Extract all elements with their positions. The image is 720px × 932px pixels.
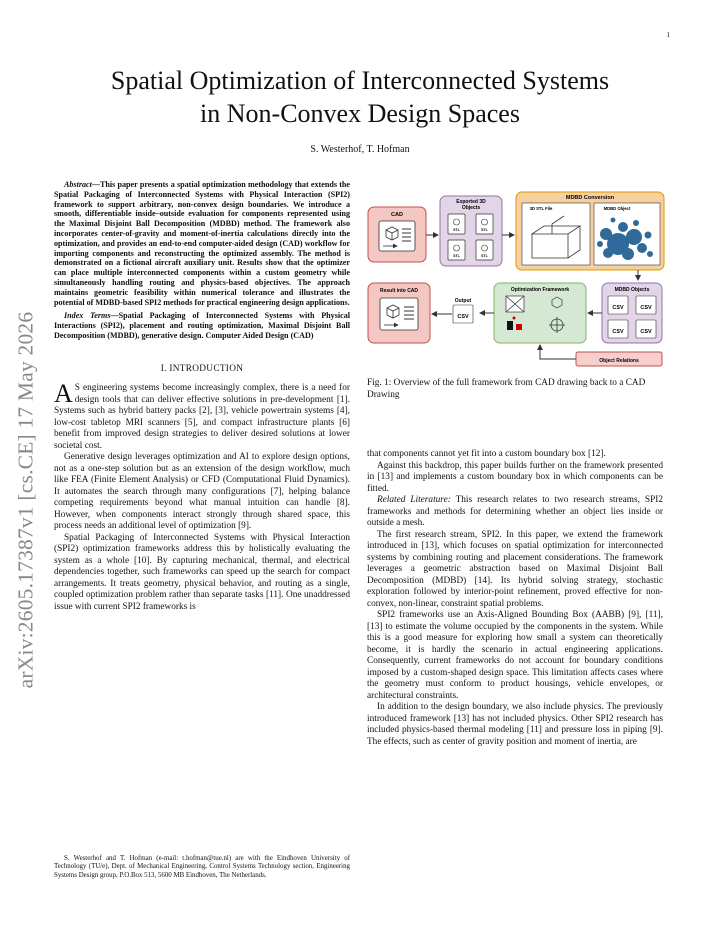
drop-cap: A: [54, 379, 73, 409]
result-cad-label: Result into CAD: [379, 288, 419, 294]
title-line-2: in Non-Convex Design Spaces: [200, 99, 520, 128]
right-paragraph-6: In addition to the design boundary, we also include physics. The previously introduced framework [13] has not included physics. Other SPI2 research has included physics-based thermal modeling [11] and pressure loss in piping [9]. The effects, such as center of gravity position and moment of inertia, are: [367, 702, 663, 747]
arxiv-stamp-text: arXiv:2605.17387v1 [cs.CE] 17 May 2026: [13, 311, 38, 689]
csv-icon-3: CSV: [612, 329, 624, 335]
cad-label: CAD: [391, 212, 403, 218]
right-column: [367, 449, 663, 748]
right-paragraph-2: Against this backdrop, this paper builds further on the framework presented in [13] and implements a custom boundary box in which components can be fitted.: [367, 460, 663, 494]
right-paragraph-3: [367, 495, 663, 530]
mdbd-object-label: MDBD Object: [603, 206, 631, 211]
mdbd-objects-box: [602, 283, 662, 343]
authors: S. Westerhof, T. Hofman: [310, 144, 410, 155]
output-box: [453, 298, 473, 323]
abstract: [54, 180, 350, 307]
index-terms-text: —Spatial Packaging of Interconnected Systems with Physical Interactions (SPI2), placement and routing optimization, Maximal Disjoint Ball Decomposition (MDBD), generative design. Computer Aided Design (CAD): [54, 311, 350, 340]
intro-paragraph-2: Generative design leverages optimization and AI to explore design options, not as a one-step solution but as an extension of the design workflow, much like FEA (Finite Element Analysis) or CFD (Computational Fluid Dynamics). It automates the search through many configurations [7], helping balance competing requirements beyond what manual intuition can handle [8]. However, when components interact strongly through shared space, this process needs an additional level of optimization [9].: [54, 452, 350, 532]
opt-framework-label: Optimization Framework: [510, 287, 570, 293]
intro-paragraph-1-text: S engineering systems become increasingly complex, there is a need for design tools that can deliver effective solutions in pre-development [1]. Systems such as hybrid battery packs [2], [3], vehicle powertrain systems [4], low-cost tabletop MRI scanners [5], and compact infrastructure plants [6] benefit from improved design strategies to deliver desired solutions at lower societal cost.: [54, 383, 350, 451]
cad-box: [368, 207, 426, 262]
intro-paragraph-3: Spatial Packaging of Interconnected Systems with Physical Interaction (SPI2) optimization frameworks address this by holistically evaluating the system as a whole [10]. By capturing mechanical, thermal, and electrical dependencies together, such frameworks can speed up the search for compact arrangements. It treats geometry, physical behavior, and routing as a single, coupled optimization problem rather than separate tasks [11]. One unaddressed issue with current SPI2 frameworks is: [54, 532, 350, 612]
output-label: Output: [454, 298, 472, 304]
framework-diagram: [366, 190, 666, 368]
figure-caption: Fig. 1: Overview of the full framework from CAD drawing back to a CAD Drawing: [367, 378, 646, 400]
right-paragraph-4: The first research stream, SPI2. In this paper, we extend the framework introduced in [13], which focuses on spatial optimization for interconnected systems by combining routing and placement considerations. The framework leverages a geometric abstraction based on Maximal Disjoint Ball Decomposition (MDBD) [14]. Its hybrid solving strategy, stochastic exploration followed by interior-point refinement, proved effective for non-convex, non-linear, constraint spatial problems.: [367, 529, 663, 609]
right-paragraph-5: SPI2 frameworks use an Axis-Aligned Bounding Box (AABB) [9], [11], [13] to estimate the volume occupied by the components in the system. While this is a good measure for exploring how small a system can theoretically become, it is hardly the scenario in actual engineering applications. Consequently, current frameworks do not account for boundary conditions imposed by a custom-shaped design space. This limitation affects cases where the geometry must conform to product housings, vehicle envelopes, or architectural constraints.: [367, 610, 663, 701]
stl-icon-2: STL: [481, 228, 488, 232]
index-terms: [54, 311, 350, 340]
paper-title: [60, 64, 660, 130]
page-number: 1: [666, 31, 670, 39]
footnote: S. Westerhof and T. Hofman (e-mail: t.hofman@tue.nl) are with the Eindhoven University of Technology (TU/e), Dept. of Mechanical Engineering, Control Systems Technology section, Engineering Systems Design group, P.O.Box 513, 5600 MB Eindhoven, The Netherlands.: [54, 855, 350, 879]
exported-label-1: Exported 3D: [456, 199, 486, 205]
stl-file-label: 3D STL File: [529, 206, 553, 211]
framework-figure: [366, 190, 666, 368]
title-line-1: Spatial Optimization of Interconnected Systems: [110, 66, 610, 95]
right-paragraph-1: that components cannot yet fit into a custom boundary box [12].: [367, 449, 606, 459]
csv-icon-2: CSV: [640, 305, 652, 311]
object-relations-box: [576, 352, 662, 366]
output-csv-icon: CSV: [457, 314, 469, 320]
arrow-relations-to-opt: [540, 345, 576, 359]
mdbd-objects-label: MDBD Objects: [614, 287, 650, 293]
stl-icon-1: STL: [453, 228, 460, 232]
index-terms-label: Index Terms: [64, 311, 111, 321]
section-heading-introduction: I. INTRODUCTION: [160, 363, 244, 374]
optimization-framework-box: [494, 283, 586, 343]
abstract-text: —This paper presents a spatial optimization methodology that extends the Spatial Packaging of Interconnected Systems with Physical Interaction (SPI2) framework to support arbitrary, non-convex design boundaries. We introduce a smooth, differentiable inside–outside evaluation for components represented using the Maximal Disjoint Ball Decomposition (MDBD) method. The framework also incorporates center-of-gravity and moment-of-inertia calculations directly into the optimization, and provides an end-to-end computer-aided design (CAD) workflow for importing components and reconstructing the optimized assembly. The method is demonstrated on a fictional aircraft auxiliary unit. Results show that the optimizer can place multiple interconnected components within a custom geometry while simultaneously handling routing and physics-based objectives. The approach maintains geometric feasibility within numerical tolerance and illustrates the potential of MDBD-based SPI2 methods for practical engineering design applications.: [54, 180, 350, 307]
arxiv-stamp: [4, 300, 48, 700]
right-paragraph-3-text: This research relates to two research streams, SPI2 frameworks and methods for determining whether an object lies inside or outside a mesh.: [367, 495, 663, 528]
exported-objects-box: [440, 196, 502, 266]
stl-icon-4: STL: [481, 254, 488, 258]
mdbd-conversion-box: [516, 192, 664, 270]
mdbd-conversion-label: MDBD Conversion: [565, 195, 615, 201]
object-relations-label: Object Relations: [599, 358, 639, 364]
result-cad-box: [368, 283, 430, 343]
abstract-label: Abstract: [64, 180, 92, 189]
stl-icon-3: STL: [453, 254, 460, 258]
exported-label-2: Objects: [461, 205, 481, 211]
csv-icon-1: CSV: [612, 305, 624, 311]
intro-paragraph-1: [54, 379, 350, 452]
left-column: [54, 180, 350, 613]
csv-icon-4: CSV: [640, 329, 652, 335]
related-literature-label: Related Literature:: [377, 495, 451, 505]
